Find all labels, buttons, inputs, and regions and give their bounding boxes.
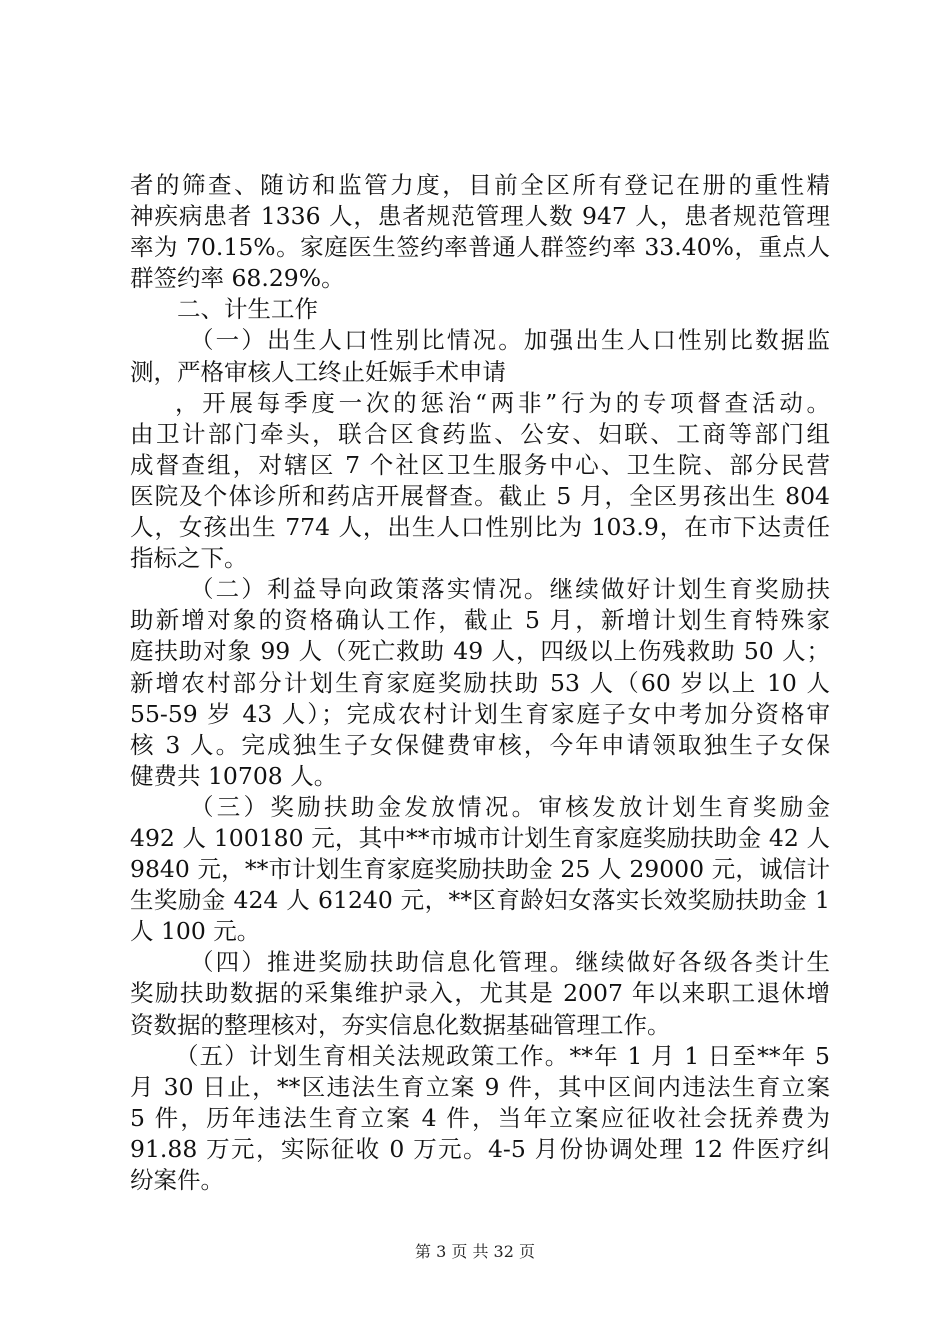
paragraph-heading-line: （四）推进奖励扶助信息化管理。继续做好各级各类计生 — [190, 948, 830, 977]
paragraph-heading-line: （一）出生人口性别比情况。加强出生人口性别比数据监 — [190, 326, 830, 355]
paragraph-heading-line: （二）利益导向政策落实情况。继续做好计划生育奖励扶 — [190, 575, 830, 604]
document-body — [130, 170, 830, 1196]
text-line: 月 30 日止，**区违法生育立案 9 件，其中区间内违法生育立案 — [130, 1072, 830, 1101]
text-line: 助新增对象的资格确认工作，截止 5 月，新增计划生育特殊家 — [130, 606, 830, 635]
text-line: 5 件，历年违法生育立案 4 件，当年立案应征收社会抚养费为 — [130, 1103, 830, 1132]
text-line: 纷案件。 — [130, 1166, 224, 1194]
text-line: 492 人 100180 元，其中**市城市计划生育家庭奖励扶助金 42 人 — [130, 823, 830, 852]
text-line: 率为 70.15%。家庭医生签约率普通人群签约率 33.40%，重点人 — [130, 233, 830, 262]
page-number-footer: 第 3 页 共 32 页 — [415, 1242, 535, 1261]
text-line: 健费共 10708 人。 — [130, 761, 338, 790]
text-line: 人 100 元。 — [130, 917, 261, 946]
text-line: ，开展每季度一次的惩治“两非”行为的专项督查活动。 — [175, 388, 830, 417]
text-line: 91.88 万元，实际征收 0 万元。4-5 月份协调处理 12 件医疗纠 — [130, 1134, 830, 1163]
text-line: 9840 元，**市计划生育家庭奖励扶助金 25 人 29000 元，诚信计 — [130, 855, 830, 884]
section-heading: 二、计生工作 — [177, 295, 318, 324]
paragraph-heading-line: （五）计划生育相关法规政策工作。**年 1 月 1 日至**年 5 — [175, 1041, 830, 1070]
text-line: 庭扶助对象 99 人（死亡救助 49 人，四级以上伤残救助 50 人； — [130, 637, 830, 666]
text-line: 55-59 岁 43 人）；完成农村计划生育家庭子女中考加分资格审 — [130, 699, 830, 728]
text-line: 核 3 人。完成独生子女保健费审核，今年申请领取独生子女保 — [130, 730, 830, 759]
text-line: 人，女孩出生 774 人，出生人口性别比为 103.9，在市下达责任 — [130, 513, 830, 542]
paragraph-heading-line: （三）奖励扶助金发放情况。审核发放计划生育奖励金 — [190, 792, 830, 821]
text-line: 奖励扶助数据的采集维护录入，尤其是 2007 年以来职工退休增 — [130, 979, 830, 1008]
text-line: 成督查组，对辖区 7 个社区卫生服务中心、卫生院、部分民营 — [130, 450, 830, 479]
text-line: 由卫计部门牵头，联合区食药监、公安、妇联、工商等部门组 — [130, 419, 830, 448]
text-line: 新增农村部分计划生育家庭奖励扶助 53 人（60 岁以上 10 人 — [130, 668, 830, 697]
text-line: 群签约率 68.29%。 — [130, 264, 345, 293]
text-line: 神疾病患者 1336 人，患者规范管理人数 947 人，患者规范管理 — [130, 202, 830, 231]
text-line: 医院及个体诊所和药店开展督查。截止 5 月，全区男孩出生 804 — [130, 481, 830, 510]
text-line: 资数据的整理核对，夯实信息化数据基础管理工作。 — [130, 1010, 671, 1039]
text-line: 测，严格审核人工终止妊娠手术申请 — [130, 357, 506, 386]
text-line: 指标之下。 — [130, 544, 248, 573]
text-line: 者的筛查、随访和监管力度，目前全区所有登记在册的重性精 — [130, 171, 830, 199]
text-line: 生奖励金 424 人 61240 元，**区育龄妇女落实长效奖励扶助金 1 — [130, 886, 830, 915]
